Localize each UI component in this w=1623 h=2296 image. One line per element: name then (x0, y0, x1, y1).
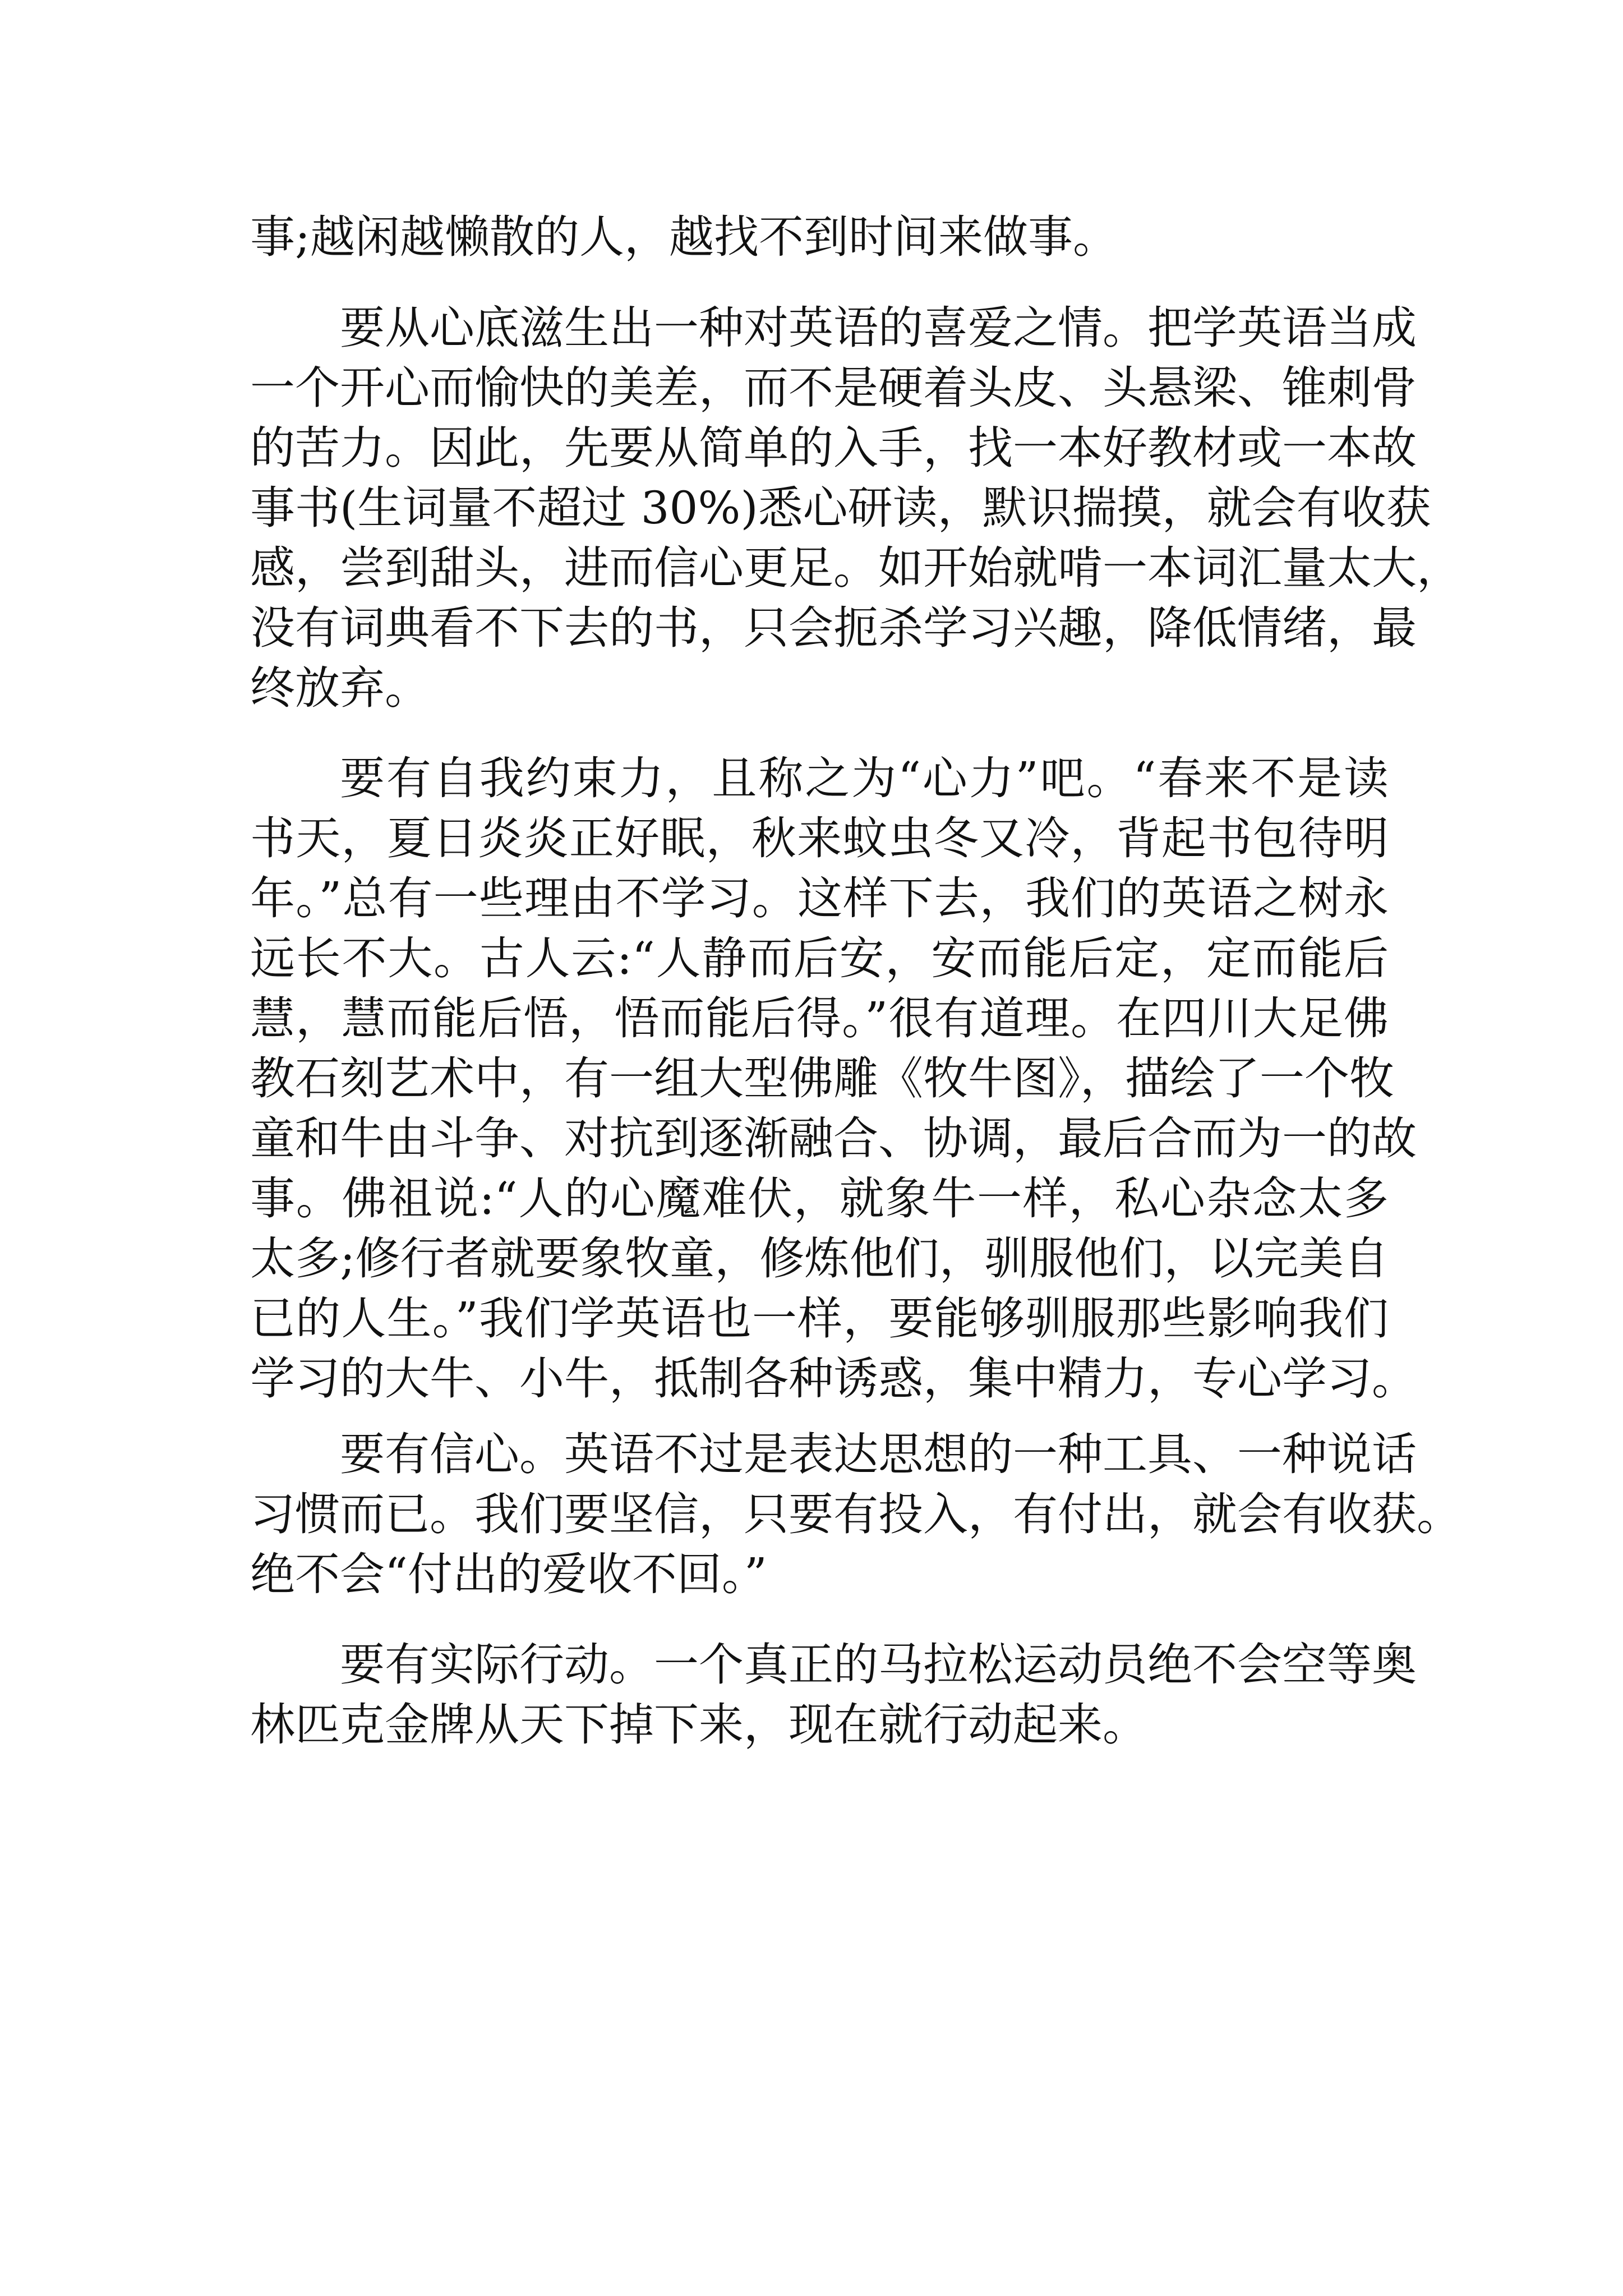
paragraph-first-line: 要有自我约束力，且称之为“心力”吧。“春来不是读 (340, 752, 1389, 804)
text-line: 习惯而已。我们要坚信，只要有投入，有付出，就会有收获。 (250, 1488, 1461, 1540)
text-line: 事书(生词量不超过 30%)悉心研读，默识揣摸，就会有收获 (250, 482, 1431, 534)
text-line: 童和牛由斗争、对抗到逐渐融合、协调，最后合而为一的故 (250, 1112, 1417, 1165)
text-line: 终放弃。 (250, 662, 430, 714)
text-line: 年。”总有一些理由不学习。这样下去，我们的英语之树永 (250, 872, 1389, 924)
text-line: 事。佛祖说:“人的心魔难伏，就象牛一样，私心杂念太多 (250, 1172, 1389, 1225)
text-line: 事;越闲越懒散的人，越找不到时间来做事。 (250, 211, 1118, 263)
text-line: 已的人生。”我们学英语也一样，要能够驯服那些影响我们 (250, 1292, 1389, 1345)
paragraph-first-line: 要有信心。英语不过是表达思想的一种工具、一种说话 (340, 1428, 1417, 1480)
text-line: 的苦力。因此，先要从简单的入手，找一本好教材或一本故 (250, 422, 1417, 474)
text-line: 远长不大。古人云:“人静而后安，安而能后定，定而能后 (250, 932, 1389, 984)
text-line: 教石刻艺术中，有一组大型佛雕《牧牛图》，描绘了一个牧 (250, 1052, 1394, 1105)
paragraph-first-line: 要从心底滋生出一种对英语的喜爱之情。把学英语当成 (340, 302, 1417, 354)
text-line: 绝不会“付出的爱收不回。” (250, 1548, 767, 1600)
paragraph-first-line: 要有实际行动。一个真正的马拉松运动员绝不会空等奥 (340, 1639, 1417, 1691)
text-line: 一个开心而愉快的美差，而不是硬着头皮、头悬梁、锥刺骨 (250, 362, 1417, 414)
text-line: 书天，夏日炎炎正好眠，秋来蚊虫冬又冷，背起书包待明 (250, 812, 1389, 864)
text-line: 没有词典看不下去的书，只会扼杀学习兴趣，降低情绪，最 (250, 602, 1417, 654)
text-line: 林匹克金牌从天下掉下来，现在就行动起来。 (250, 1699, 1147, 1751)
text-line: 学习的大牛、小牛，抵制各种诱惑，集中精力，专心学习。 (250, 1352, 1417, 1405)
text-line: 慧，慧而能后悟，悟而能后得。”很有道理。在四川大足佛 (250, 992, 1389, 1045)
text-line: 感，尝到甜头，进而信心更足。如开始就啃一本词汇量太大， (250, 542, 1461, 594)
text-line: 太多;修行者就要象牧童，修炼他们，驯服他们，以完美自 (250, 1232, 1389, 1285)
